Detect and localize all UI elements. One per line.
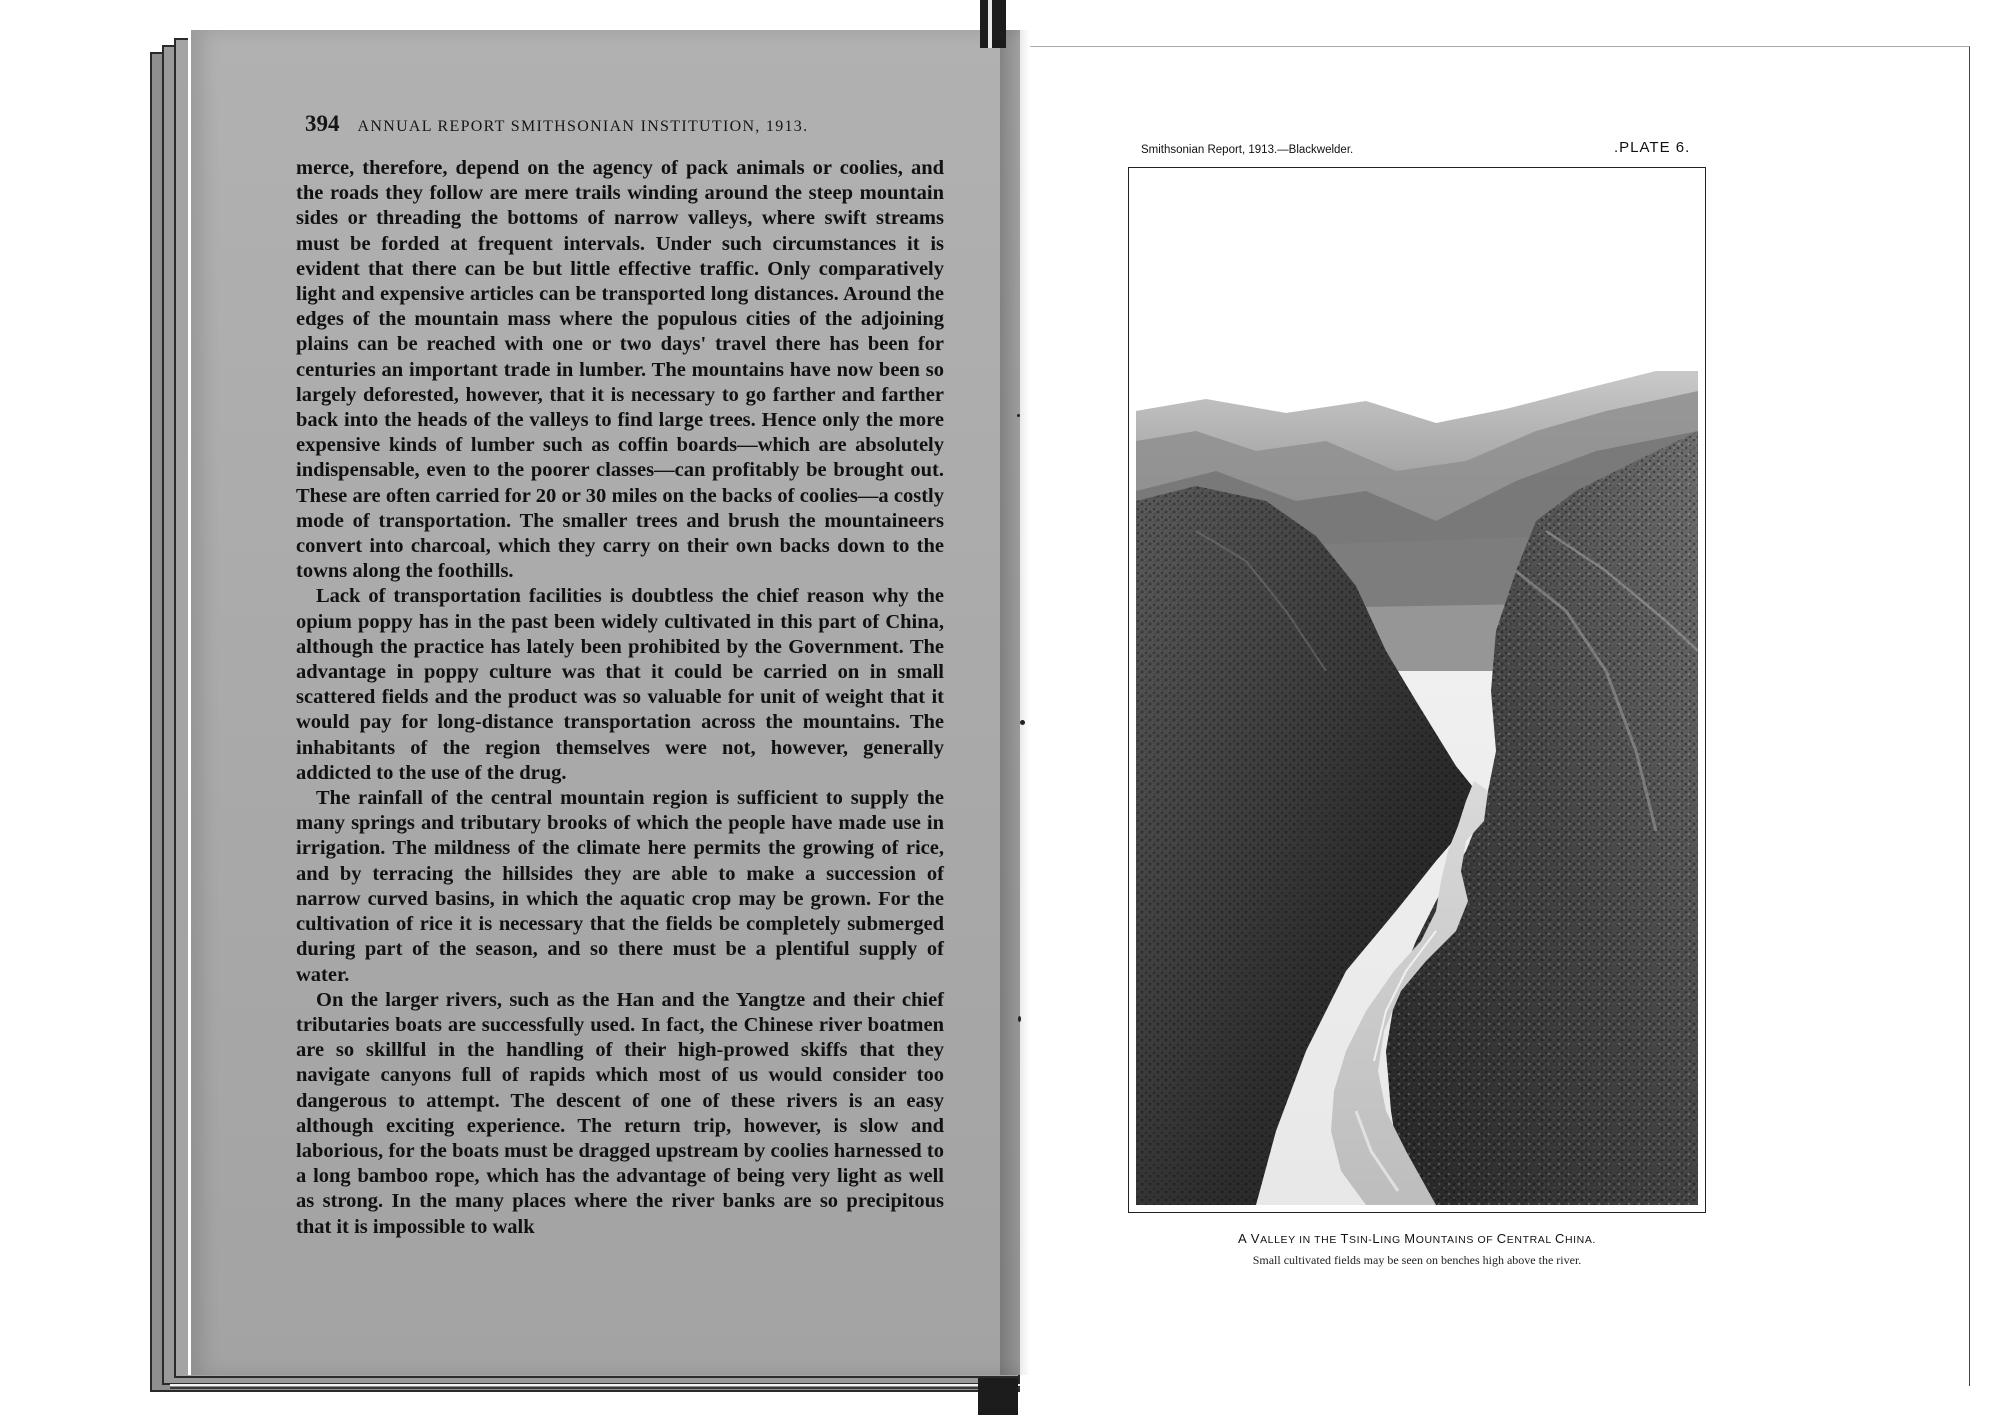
paragraph: The rainfall of the central mountain region is sufficient to supply the many springs and tributary brooks of which the people have made use in irrigation. The mildness of the climate here permits the growing of rice, and by terracing the hillsides they are able to make a succession of narrow curved basins, in which the aquatic crop may be grown. For the cultivation of rice it is necessary that the fields be completely submerged during part of the season, and so there must be a plentiful supply of water. bbox=[296, 787, 944, 986]
scan-speck bbox=[1017, 414, 1020, 417]
plate-caption-subtitle: Small cultivated fields may be seen on benches high above the river. bbox=[1252, 1253, 1582, 1267]
page-number: 394 bbox=[305, 111, 340, 136]
caption-part: A V bbox=[1238, 1231, 1261, 1246]
plate-number: .PLATE 6. bbox=[1614, 139, 1691, 156]
mountain-valley-photo bbox=[1136, 371, 1698, 1205]
running-head bbox=[305, 111, 1005, 139]
binding-strip bbox=[980, 0, 1006, 48]
running-head-title: ANNUAL REPORT SMITHSONIAN INSTITUTION, 1913. bbox=[357, 118, 809, 135]
paragraph: Lack of transportation facilities is doubtless the chief reason why the opium poppy has in the past been widely cultivated in this part of China, although the practice has lately been prohibited by the Government. The advantage in poppy culture was that it could be carried on in small scattered fields and the product was so valuable for unit of weight that it would pay for long-distance transportation across the mountains. The inhabitants of the region themselves were not, however, generally addicted to the use of the drug. bbox=[296, 585, 944, 784]
scan-speck bbox=[1018, 1016, 1021, 1022]
plate-caption-title bbox=[1128, 1231, 1706, 1246]
gutter-shadow bbox=[1000, 30, 1030, 1375]
plate-header-source: Smithsonian Report, 1913.—Blackwelder. bbox=[1141, 144, 1354, 156]
caption-part: M bbox=[1404, 1231, 1416, 1246]
paragraph: merce, therefore, depend on the agency of pack animals or coolies, and the roads they follow are mere trails winding around the steep mountain sides or threading the bottoms of narrow valleys, where swift streams must be forded at frequent intervals. Under such circumstances it is evident that there can be but little effective traffic. Only comparatively light and expensive articles can be transported long distances. Around the edges of the mountain mass where the populous cities of the adjoining plains can be reached with one or two days' travel there has been for centuries an important trade in lumber. The mountains have now been so largely deforested, however, that it is necessary to go farther and farther back into the heads of the valleys to find large trees. Hence only the more expensive kinds of lumber such as coffin boards—which are absolutely indispensable, even to the poorer classes—can profitably be brought out. These are often carried for 20 or 30 miles on the backs of coolies—a costly mode of transportation. The smaller trees and brush the mountaineers convert into charcoal, which they carry on their own backs down to the towns along the foothills. bbox=[296, 157, 944, 583]
caption-part: ALLEY IN THE bbox=[1260, 1234, 1341, 1246]
caption-part: T bbox=[1340, 1231, 1349, 1246]
paragraph: On the larger rivers, such as the Han and the Yangtze and their chief tributaries boats are successfully used. In fact, the Chinese river boatmen are so skillful in the handling of their high-prowed skiffs that they navigate canyons full of rapids which most of us would consider too dangerous to attempt. The descent of one of these rivers is an easy although exciting experience. The return trip, however, is slow and laborious, for the boats must be dragged upstream by coolies harnessed to a long bamboo rope, which has the advantage of being very light as well as strong. In the many places where the river banks are so precipitous that it is impossible to walk bbox=[296, 988, 944, 1238]
caption-part: HINA. bbox=[1564, 1234, 1596, 1246]
body-text bbox=[296, 156, 944, 1240]
caption-part: L bbox=[1372, 1231, 1381, 1246]
caption-part: OUNTAINS OF bbox=[1415, 1234, 1497, 1246]
caption-part: C bbox=[1554, 1231, 1565, 1246]
caption-part: ING bbox=[1380, 1234, 1405, 1246]
scan-speck bbox=[1020, 720, 1025, 725]
caption-part: C bbox=[1496, 1231, 1507, 1246]
binding-strip bbox=[978, 1378, 1018, 1415]
page-bottom-edge bbox=[170, 1384, 1020, 1389]
caption-part: SIN- bbox=[1349, 1234, 1373, 1246]
caption-part: ENTRAL bbox=[1506, 1234, 1555, 1246]
